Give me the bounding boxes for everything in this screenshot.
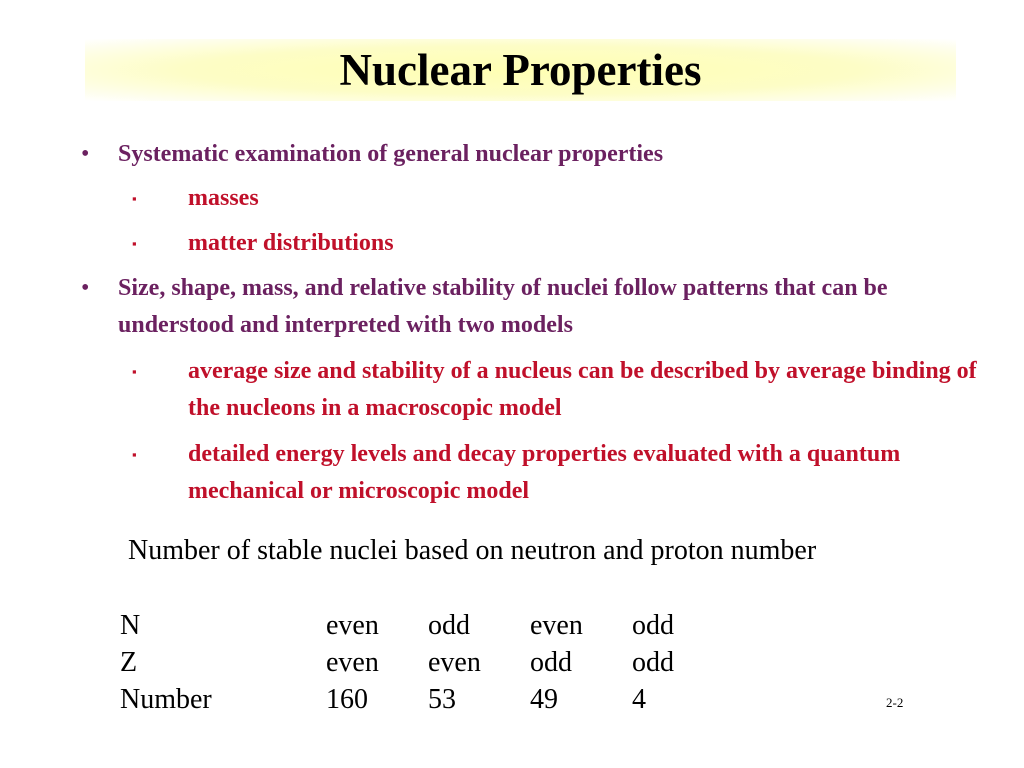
table-row (120, 681, 712, 718)
table-cell: even (428, 647, 481, 678)
sub-bullet-text: average size and stability of a nucleus can be described by average binding of the nucleons in a macroscopic model (188, 358, 977, 421)
sub-bullet-marker: ▪ (132, 364, 137, 379)
slide-number: 2-2 (886, 695, 904, 710)
table-cell: odd (530, 647, 572, 678)
slide-title: Nuclear Properties (339, 45, 702, 95)
table-cell: even (326, 610, 379, 641)
table-cell: 53 (428, 684, 456, 715)
table-row (120, 644, 712, 681)
sub-bullet-marker: ▪ (132, 191, 137, 206)
sub-bullet-item (132, 353, 978, 427)
sub-bullet-marker: ▪ (132, 447, 137, 462)
table-cell: even (326, 647, 379, 678)
sub-bullet-text: matter distributions (188, 230, 394, 256)
bullet-text: Size, shape, mass, and relative stability of nuclei follow patterns that can be understood and interpreted with two models (118, 275, 888, 338)
title-banner (85, 39, 956, 101)
bullet-marker: • (81, 141, 90, 167)
table-cell: even (530, 610, 583, 641)
table-cell: odd (428, 610, 470, 641)
table-caption: Number of stable nuclei based on neutron and proton number (128, 535, 817, 566)
sub-bullet-text: detailed energy levels and decay properties evaluated with a quantum mechanical or microscopic model (188, 441, 901, 504)
sub-bullet-marker: ▪ (132, 236, 137, 251)
stable-nuclei-table (120, 607, 712, 718)
sub-bullet-item (132, 180, 978, 217)
sub-bullet-item (132, 436, 978, 510)
bullet-text: Systematic examination of general nuclear properties (118, 141, 664, 167)
table-cell: 49 (530, 684, 558, 715)
table-cell: 160 (326, 684, 368, 715)
table-cell: odd (632, 647, 674, 678)
table-cell: odd (632, 610, 674, 641)
row-label: N (120, 610, 141, 641)
bullet-item (81, 270, 978, 344)
table-cell: 4 (632, 684, 646, 715)
sub-bullet-item (132, 225, 978, 262)
bullet-marker: • (81, 275, 90, 301)
row-label: Number (120, 684, 212, 715)
sub-bullet-text: masses (188, 185, 259, 211)
bullet-item (81, 136, 978, 173)
table-row (120, 607, 712, 644)
row-label: Z (120, 647, 138, 678)
